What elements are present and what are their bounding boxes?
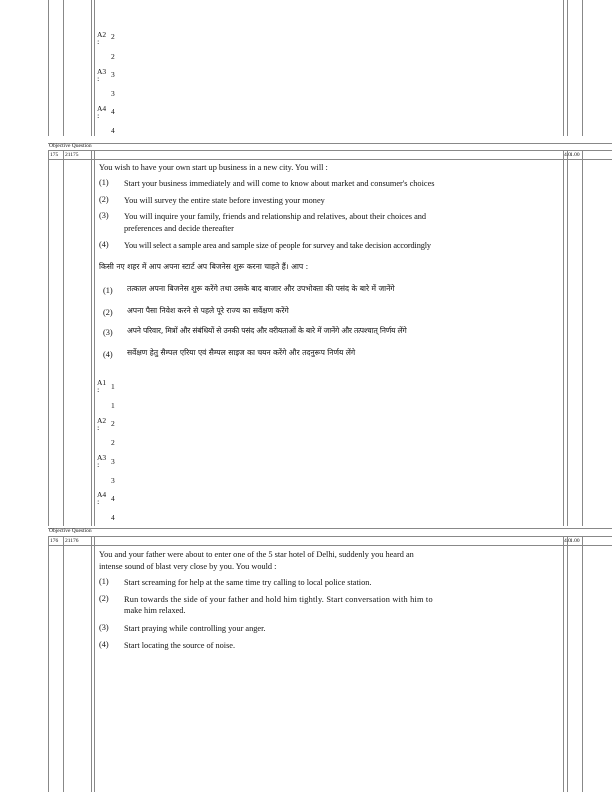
table-border-col1 [63, 536, 64, 792]
option-answer: 3 [111, 89, 115, 98]
question-stem: intense sound of blast very close by you. You would : [99, 562, 277, 571]
option-colon: : [97, 386, 100, 394]
table-border-col3 [94, 150, 95, 526]
option-number: (2) [99, 195, 109, 204]
option-number: (4) [99, 240, 109, 249]
row-divider [48, 159, 612, 160]
question-serial: 175 [50, 152, 59, 158]
table-border-col6 [582, 536, 583, 792]
hindi-option-text: अपने परिवार, मित्रों और संबंधियों से उनकी पसंद और वरीयताओं के बारे में जानेंगे और तत्पश्चात् निर्णय लेंगे [127, 326, 407, 335]
table-border-col4 [563, 150, 564, 526]
question-id: 21176 [65, 538, 79, 544]
option-number: (2) [103, 308, 113, 317]
option-answer: 4 [111, 126, 115, 135]
question-type-label: Objective Question [49, 143, 92, 149]
option-colon: : [97, 112, 100, 120]
option-value: 2 [111, 419, 115, 428]
option-value: 4 [111, 494, 115, 503]
table-border-col2 [91, 536, 92, 792]
question-id: 21175 [65, 152, 79, 158]
question-type-label: Objective Question [49, 528, 92, 534]
option-colon: : [97, 498, 100, 506]
option-text: You will inquire your family, friends and relationship and relatives, about their choices and [124, 212, 427, 221]
table-border-col3 [94, 0, 95, 136]
option-colon: : [97, 75, 100, 83]
table-border-left [48, 536, 49, 792]
option-number: (3) [99, 623, 109, 632]
question-marks: 4.0 [564, 152, 571, 158]
option-label: A3 [97, 453, 107, 462]
table-border-col4 [563, 536, 564, 792]
option-text: Start praying while controlling your anger. [124, 624, 266, 633]
hindi-option-text: सर्वेक्षण हेतु सैम्पल एरिया एवं सैम्पल साइज का चयन करेंगे और तदनुरूप निर्णय लेंगे [127, 348, 356, 357]
table-border-col3 [94, 536, 95, 792]
row-divider [48, 150, 612, 151]
option-colon: : [97, 38, 100, 46]
hindi-option-text: तत्काल अपना बिजनेस शुरू करेंगे तथा उसके बाद बाजार और उपभोक्ता की पसंद के बारे में जानेंगे [127, 284, 395, 293]
option-colon: : [97, 461, 100, 469]
option-text: Start screaming for help at the same time try calling to local police station. [124, 578, 372, 587]
option-label: A2 [97, 416, 107, 425]
option-number: (2) [99, 594, 109, 603]
table-border-col1 [63, 0, 64, 136]
option-answer: 4 [111, 513, 115, 522]
option-text: Start your business immediately and will come to know about market and consumer's choices [124, 179, 435, 188]
option-text: make him relaxed. [124, 606, 186, 615]
question-stem: You and your father were about to enter one of the 5 star hotel of Delhi, suddenly you heard an [99, 550, 414, 559]
option-colon: : [97, 424, 100, 432]
option-number: (4) [99, 640, 109, 649]
option-value: 3 [111, 70, 115, 79]
table-border-col6 [582, 150, 583, 526]
option-answer: 2 [111, 438, 115, 447]
option-answer: 2 [111, 52, 115, 61]
option-text: You will select a sample area and sample size of people for survey and take decision accordingly [124, 241, 431, 250]
table-border-col5 [567, 536, 568, 792]
option-number: (1) [99, 178, 109, 187]
table-border-left [48, 0, 49, 136]
option-number: (1) [103, 286, 113, 295]
option-text: Run towards the side of your father and hold him tightly. Start conversation with him to [124, 595, 433, 604]
table-border-col1 [63, 150, 64, 526]
option-number: (3) [103, 328, 113, 337]
table-border-col6 [582, 0, 583, 136]
option-text: You will survey the entire state before investing your money [124, 196, 325, 205]
option-answer: 1 [111, 401, 115, 410]
option-value: 3 [111, 457, 115, 466]
row-divider [48, 143, 612, 144]
option-text: preferences and decide thereafter [124, 224, 234, 233]
table-border-left [48, 150, 49, 526]
option-answer: 3 [111, 476, 115, 485]
table-border-col5 [567, 150, 568, 526]
option-number: (3) [99, 211, 109, 220]
question-marks: 4.0 [564, 538, 571, 544]
table-border-col2 [91, 0, 92, 136]
row-divider [48, 528, 612, 529]
option-label: A4 [97, 490, 107, 499]
question-serial: 176 [50, 538, 59, 544]
option-value: 2 [111, 32, 115, 41]
table-border-col5 [567, 0, 568, 136]
table-border-col4 [563, 0, 564, 136]
row-divider [48, 536, 612, 537]
option-text: Start locating the source of noise. [124, 641, 236, 650]
option-label: A3 [97, 67, 107, 76]
option-label: A4 [97, 104, 107, 113]
option-label: A2 [97, 30, 107, 39]
option-value: 1 [111, 382, 115, 391]
option-label: A1 [97, 378, 107, 387]
question-negative-marks: 1.00 [570, 152, 580, 158]
option-number: (4) [103, 350, 113, 359]
option-value: 4 [111, 107, 115, 116]
question-stem: You wish to have your own start up business in a new city. You will : [99, 163, 328, 172]
hindi-option-text: अपना पैसा निवेश करने से पहले पूरे राज्य का सर्वेक्षण करेंगे [127, 306, 289, 315]
hindi-question-stem: किसी नए शहर में आप अपना स्टार्ट अप बिजनेस शुरू करना चाहते हैं। आप : [99, 262, 309, 271]
option-number: (1) [99, 577, 109, 586]
row-divider [48, 545, 612, 546]
question-negative-marks: 1.00 [570, 538, 580, 544]
table-border-col2 [91, 150, 92, 526]
